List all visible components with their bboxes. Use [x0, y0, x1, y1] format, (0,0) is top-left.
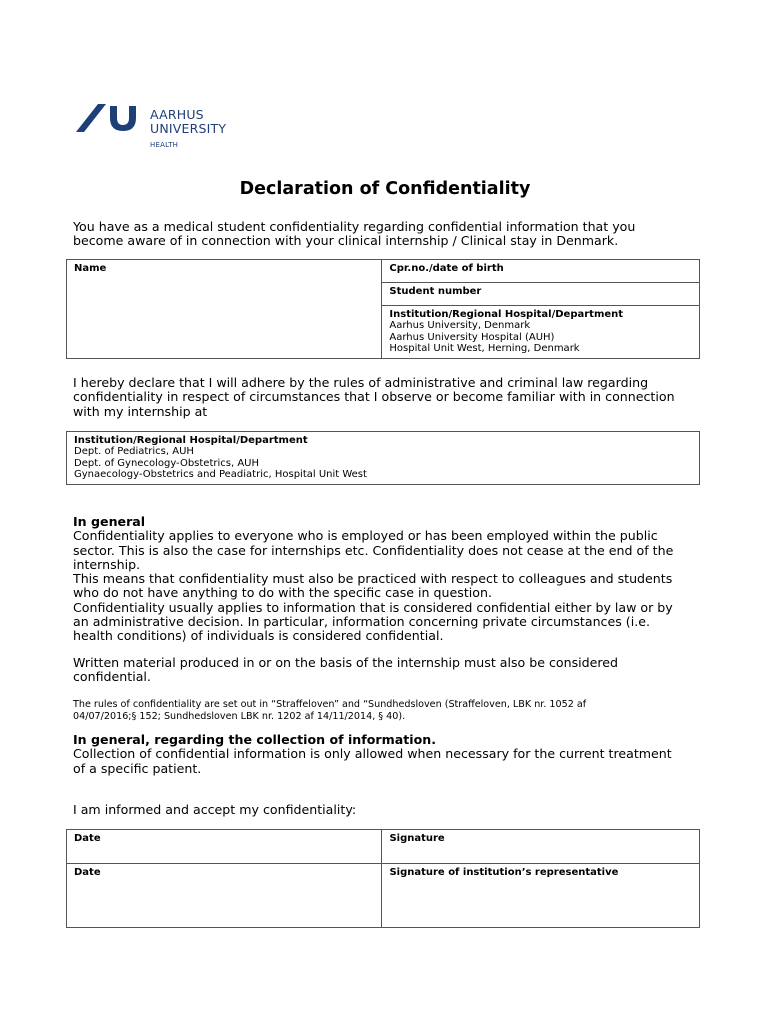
general-line: an administrative decision. In particular, information concerning private circumstances (i.e.: [73, 614, 650, 630]
aarhus-university-logo: [76, 104, 236, 154]
collection-line: of a specific patient.: [73, 760, 202, 776]
student-info-table: [66, 259, 700, 359]
date-field-representative[interactable]: [67, 864, 382, 928]
intro-line: become aware of in connection with your clinical internship / Clinical stay in Denmark.: [73, 233, 619, 249]
declaration-paragraph: [73, 376, 713, 419]
rules-line: The rules of confidentiality are set out in “Straffeloven” and “Sundhedsloven (Straffeloven, LBK nr. 1052 af: [73, 699, 587, 710]
document-title: Declaration of Confidentiality: [239, 179, 531, 199]
internship-institution-label: Institution/Regional Hospital/Department: [74, 435, 308, 446]
date-label: Date: [74, 833, 101, 844]
signature-field-student[interactable]: [382, 830, 700, 864]
intro-line: You have as a medical student confidentiality regarding confidential information that you: [73, 219, 636, 234]
institution-field[interactable]: [382, 306, 700, 359]
name-field[interactable]: [67, 260, 382, 359]
logo-text-university: UNIVERSITY: [150, 121, 227, 136]
general-line: internship.: [73, 556, 141, 572]
written-line: confidential.: [73, 669, 151, 685]
signature-table: [66, 829, 700, 928]
logo-text-health: HEALTH: [150, 141, 179, 149]
student-number-field[interactable]: [382, 283, 700, 306]
declaration-line: I hereby declare that I will adhere by the rules of administrative and criminal law regarding: [73, 375, 649, 390]
general-section: [73, 515, 713, 644]
general-line: health conditions) of individuals is considered confidential.: [73, 628, 444, 644]
general-line: Confidentiality applies to everyone who is employed or has been employed within the public: [73, 528, 658, 544]
general-line: This means that confidentiality must also be practiced with respect to colleagues and students: [73, 571, 673, 587]
general-heading: In general: [73, 514, 146, 529]
internship-institution-field[interactable]: [67, 432, 700, 485]
cpr-label: Cpr.no./date of birth: [389, 263, 504, 274]
signature-label: Signature: [389, 833, 445, 844]
institution-label: Institution/Regional Hospital/Department: [389, 309, 624, 320]
general-line: who do not have anything to do with the specific case in question.: [73, 585, 492, 601]
department-value: Dept. of Gynecology-Obstetrics, AUH: [74, 457, 259, 469]
date-field-student[interactable]: [67, 830, 382, 864]
rules-reference: [73, 699, 713, 723]
general-line: sector. This is also the case for internships etc. Confidentiality does not cease at the end of the: [73, 542, 674, 558]
department-value: Gynaecology-Obstetrics and Peadiatric, Hospital Unit West: [74, 469, 367, 481]
declaration-line: confidentiality in respect of circumstances that I observe or become familiar with in connection: [73, 389, 675, 405]
au-logo-icon: [76, 104, 140, 138]
collection-heading: In general, regarding the collection of information.: [73, 732, 436, 747]
logo-text-aarhus: AARHUS: [150, 107, 204, 122]
institution-value: Aarhus University, Denmark: [389, 320, 531, 332]
collection-section: [73, 733, 713, 776]
institution-value: Hospital Unit West, Herning, Denmark: [389, 343, 580, 355]
institution-value: Aarhus University Hospital (AUH): [389, 331, 555, 343]
name-label: Name: [74, 263, 107, 274]
date-label: Date: [74, 867, 101, 878]
signature-field-representative[interactable]: [382, 864, 700, 928]
collection-line: Collection of confidential information is only allowed when necessary for the current treatment: [73, 746, 672, 762]
representative-signature-label: Signature of institution’s representative: [389, 867, 619, 878]
written-material-paragraph: [73, 656, 713, 685]
intro-paragraph: [73, 220, 713, 249]
acceptance-statement: I am informed and accept my confidentiality:: [73, 802, 357, 817]
written-line: Written material produced in or on the basis of the internship must also be considered: [73, 655, 619, 670]
rules-line: 04/07/2016;§ 152; Sundhedsloven LBK nr. 1202 af 14/11/2014, § 40).: [73, 711, 406, 722]
general-line: Confidentiality usually applies to information that is considered confidential either by law or by: [73, 599, 673, 615]
cpr-field[interactable]: [382, 260, 700, 283]
student-number-label: Student number: [389, 286, 482, 297]
department-value: Dept. of Pediatrics, AUH: [74, 446, 194, 458]
declaration-line: with my internship at: [73, 403, 208, 419]
internship-institution-table: [66, 431, 700, 485]
